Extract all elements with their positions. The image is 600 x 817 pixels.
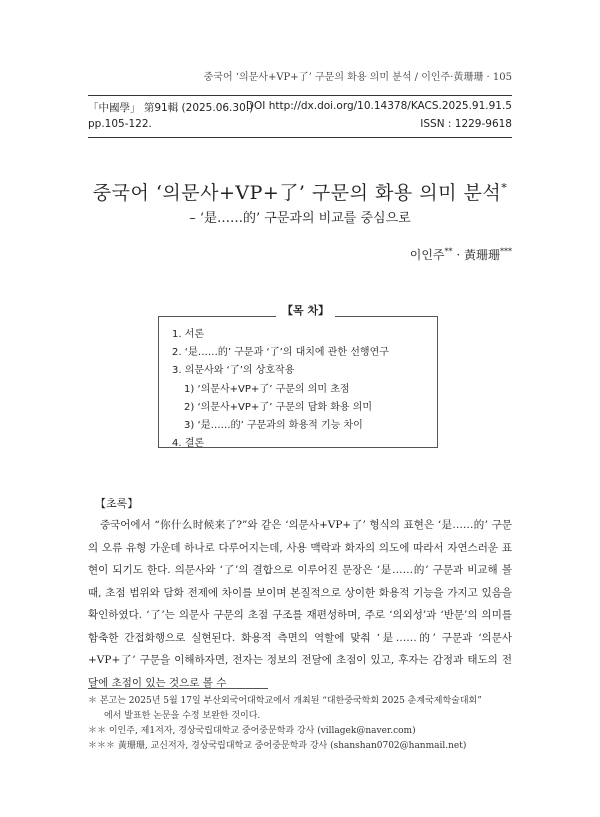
title-footnote-mark[interactable]: *: [501, 181, 508, 195]
header-rule-top: [88, 95, 512, 96]
toc-subitem[interactable]: 2) ‘의문사+VP+了’ 구문의 담화 화용 의미: [184, 401, 373, 413]
issn: ISSN : 1229-9618: [420, 118, 512, 130]
author-1-mark[interactable]: **: [444, 247, 453, 256]
author-separator: ·: [452, 248, 464, 262]
header-rule-bottom: [88, 137, 512, 138]
toc-heading: 【목 차】: [276, 302, 335, 318]
toc-subitem[interactable]: 3) ‘是……的’ 구문과의 화용적 기능 차이: [184, 419, 363, 431]
author-2: 黃珊珊: [463, 248, 500, 262]
paper-title: [0, 178, 600, 205]
title-text: 중국어 ‘의문사+VP+了’ 구문의 화용 의미 분석: [92, 182, 502, 204]
toc-subitem[interactable]: 1) ‘의문사+VP+了’ 구문의 의미 초점: [184, 383, 350, 395]
toc-item[interactable]: 1. 서론: [172, 329, 205, 340]
paper-subtitle: – ‘是……的’ 구문과의 비교를 중심으로: [189, 211, 411, 226]
toc-item[interactable]: 2. ‘是……的’ 구문과 ‘了’의 대치에 관한 선행연구: [172, 347, 389, 359]
toc-list: [172, 326, 389, 453]
author-1: 이인주: [409, 248, 445, 262]
abstract-label: 【초록】: [95, 497, 139, 510]
footnote-1: ＊ 본고는 2025년 5월 17일 부산외국어대학교에서 개최된 “대한중국학회 2025 춘계국제학술대회”: [88, 696, 482, 706]
footnote-1-cont: 에서 발표한 논문을 수정 보완한 것이다.: [104, 711, 261, 721]
abstract-body: 중국어에서 “你什么时候来了?”와 같은 ‘의문사+VP+了’ 형식의 표현은 ‘是……的’ 구문의 오류 유형 가운데 하나로 다루어지는데, 사용 맥락과 화자의 의도에 따라서 자연스러운 표현이 되기도 한다. 의문사와 ‘了’의 결합으로 이루어진 문장은 ‘是……的’ 구문과 비교해 볼 때, 초점 범위와 담화 전제에 차이를 보이며 본질적으로 상이한 화용적 기능을 가지고 있음을 확인하였다. ‘了’는 의문사 구문의 초점 구조를 재편성하며, 주로 ‘의외성’과 ‘반문’의 의미를 함축한 간접화행으로 실현된다. 화용적 측면의 역할에 맞춰 ‘是……的’ 구문과 ‘의문사+VP+了’ 구문을 이해하자면, 전자는 정보의 전달에 초점이 있고, 후자는 감정과 태도의 전달에 초점이 있는 것으로 볼 수: [88, 519, 512, 689]
footnote-rule: [88, 688, 268, 689]
author-2-mark[interactable]: ***: [500, 247, 512, 256]
toc-item[interactable]: 4. 결론: [172, 438, 205, 450]
footnote-3: ＊＊＊ 黃珊珊, 교신저자, 경상국립대학교 중어중문학과 강사 (shanshan0702@hanmail.net): [88, 741, 467, 751]
running-head: 중국어 ‘의문사+VP+了’ 구문의 화용 의미 분석 / 이인주·黃珊珊 · 105: [203, 72, 512, 83]
page-range: pp.105-122.: [88, 118, 152, 130]
journal-citation: 「中國學」 第91輯 (2025.06.30.): [88, 102, 254, 114]
author-line: [410, 246, 512, 263]
footnote-2: ＊＊ 이인주, 제1저자, 경상국립대학교 중어중문학과 강사 (villagek@naver.com): [88, 726, 416, 736]
doi-link[interactable]: DOI http://dx.doi.org/10.14378/KACS.2025.91.91.5: [245, 100, 512, 112]
footnotes: [88, 694, 518, 754]
toc-item[interactable]: 3. 의문사와 ‘了’의 상호작용: [172, 365, 295, 377]
